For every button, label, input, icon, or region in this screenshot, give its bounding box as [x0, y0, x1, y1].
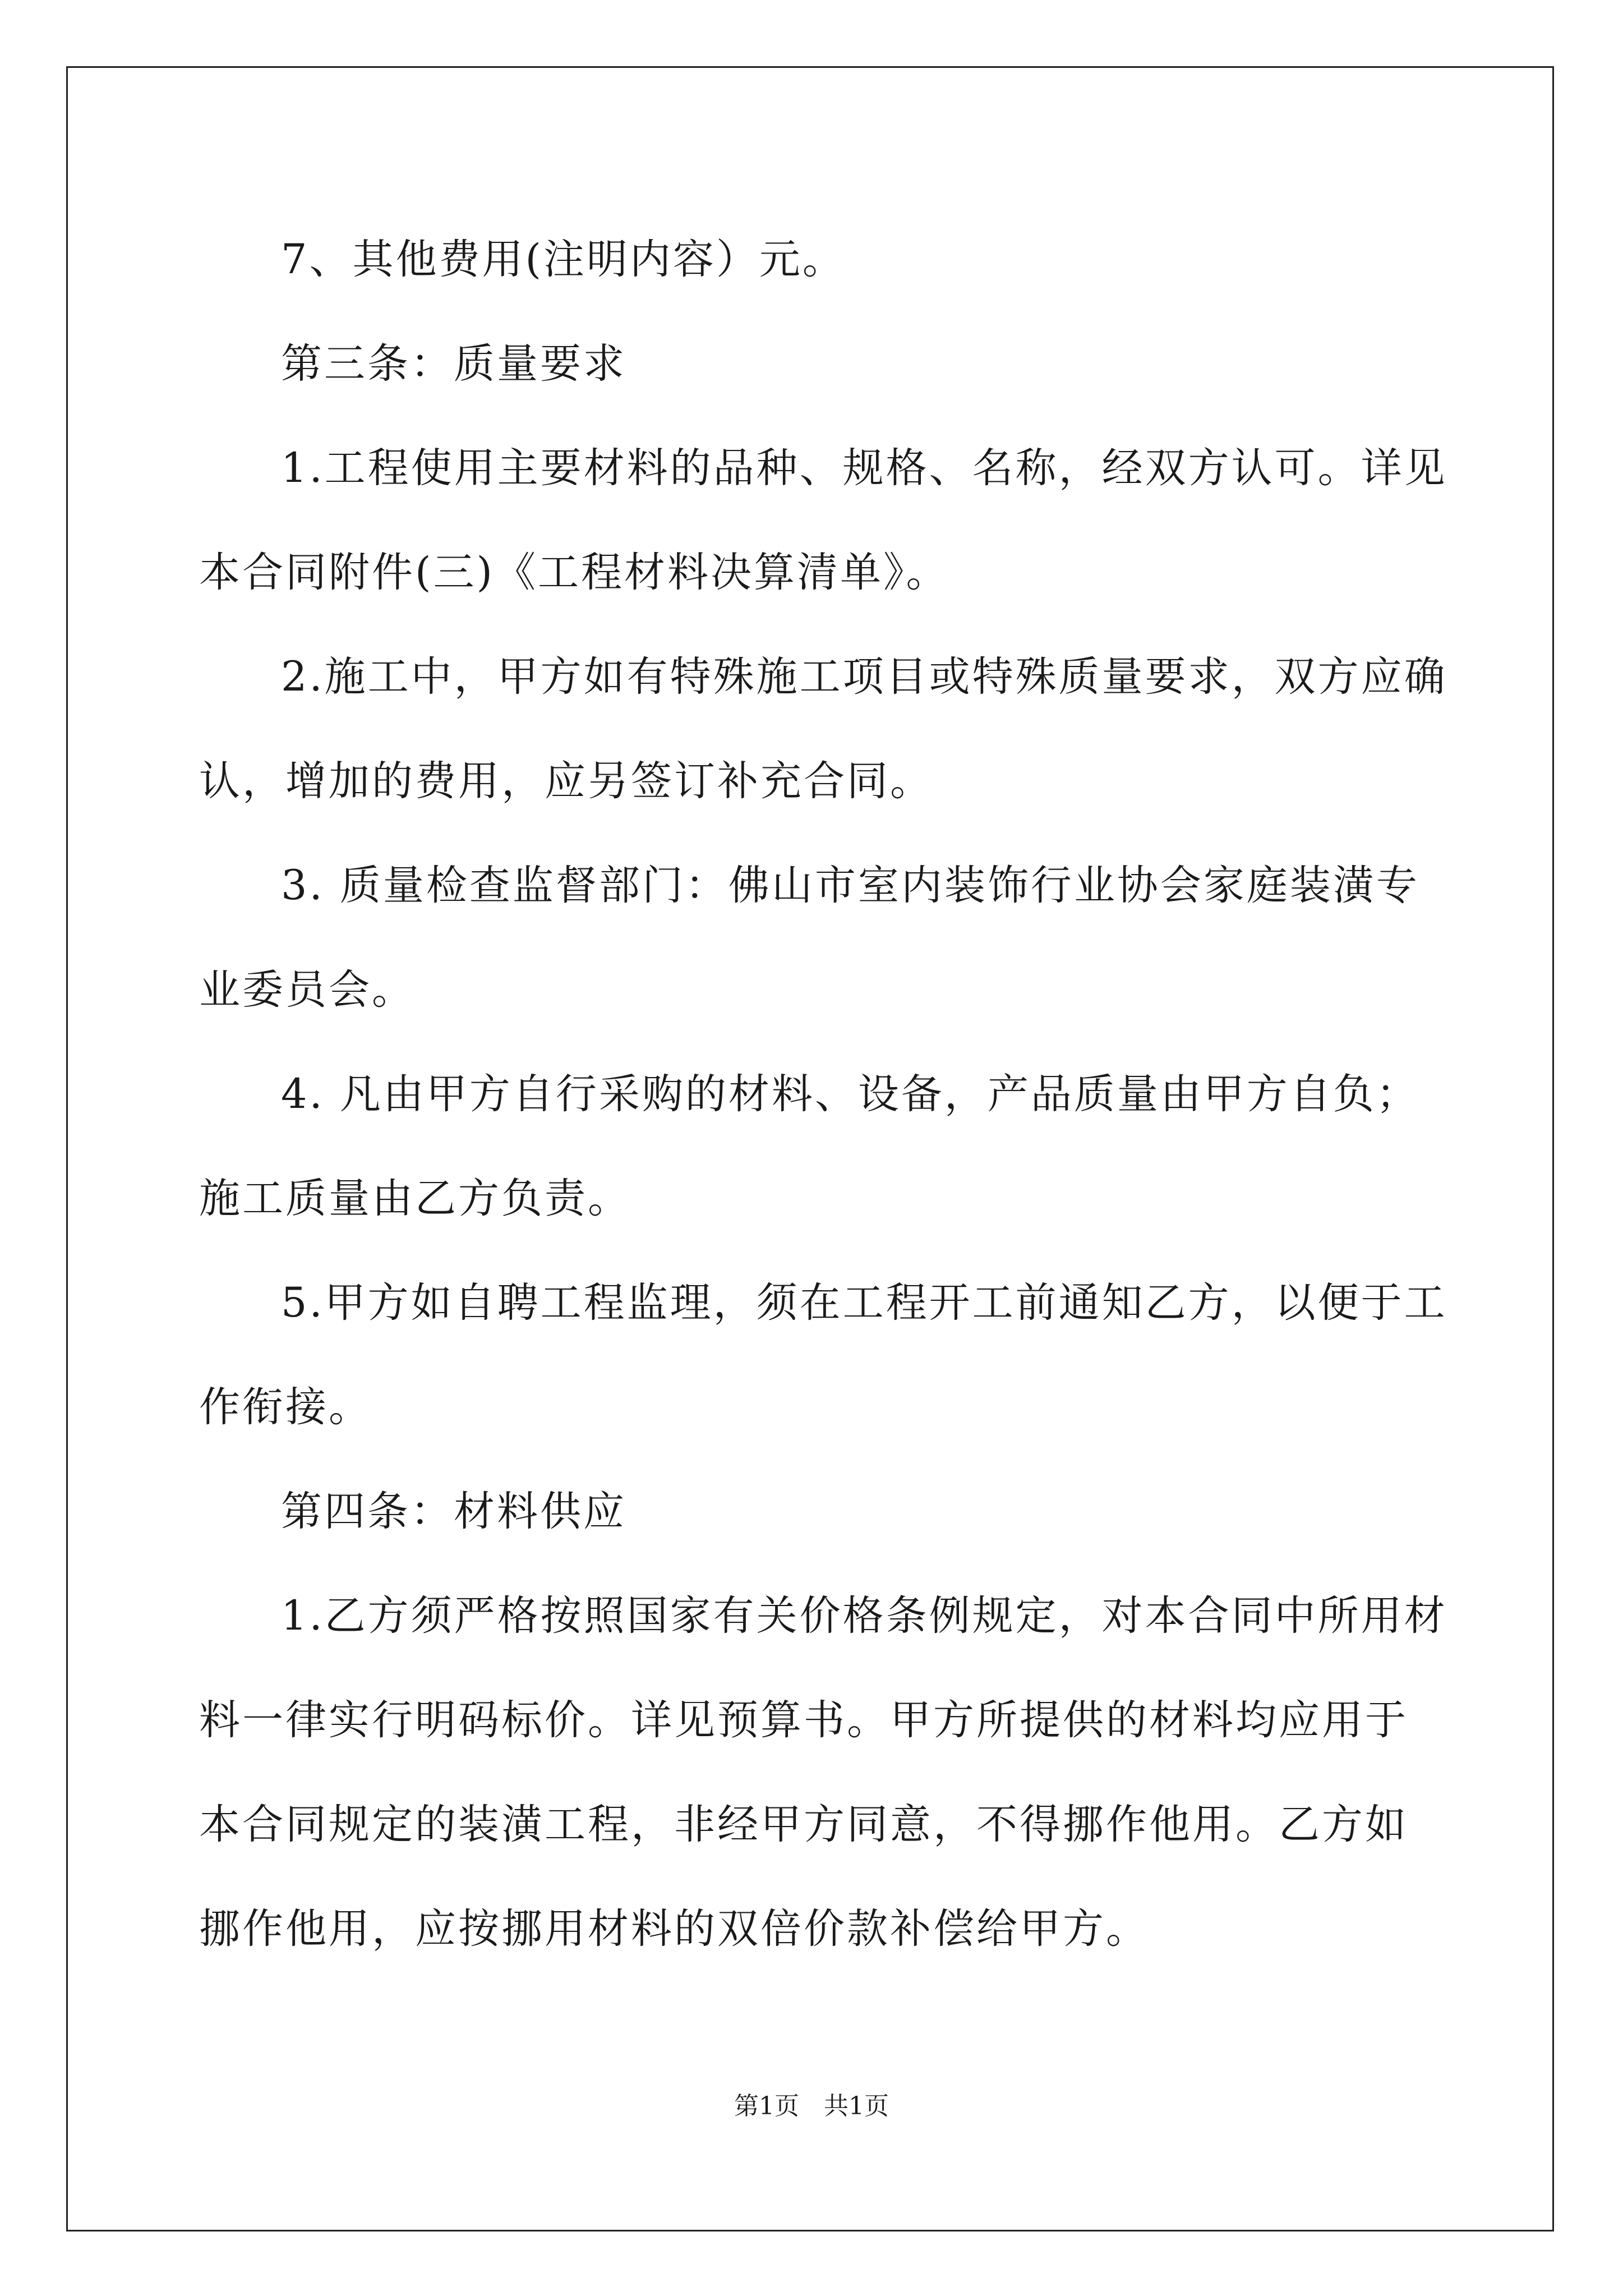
paragraph-other-fees: 7、其他费用(注明内容）元。	[281, 236, 846, 283]
paragraph-3-2: 2.施工中，甲方如有特殊施工项目或特殊质量要求，双方应确认，增加的费用，应另签订补充合同。	[199, 653, 1447, 805]
document-body	[199, 208, 1450, 1981]
paragraph-3-1: 1.工程使用主要材料的品种、规格、名称，经双方认可。详见本合同附件(三)《工程材料决算清单》。	[199, 444, 1447, 596]
paragraph-3-5: 5.甲方如自聘工程监理，须在工程开工前通知乙方，以便于工作衔接。	[199, 1279, 1447, 1431]
heading-article-3: 第三条：质量要求	[281, 340, 626, 388]
paragraph-3-4: 4. 凡由甲方自行采购的材料、设备，产品质量由甲方自负；施工质量由乙方负责。	[199, 1070, 1419, 1222]
heading-article-4: 第四条：材料供应	[281, 1488, 626, 1535]
paragraph-4-1: 1.乙方须严格按照国家有关价格条例规定，对本合同中所用材料一律实行明码标价。详见预算书。甲方所提供的材料均应用于本合同规定的装潢工程，非经甲方同意，不得挪作他用。乙方如挪作他用，应按挪用材料的双倍价款补偿给甲方。	[199, 1592, 1447, 1953]
page-footer: 第1页 共1页	[734, 2092, 889, 2120]
paragraph-3-3: 3. 质量检查监督部门：佛山市室内装饰行业协会家庭装潢专业委员会。	[199, 862, 1419, 1014]
